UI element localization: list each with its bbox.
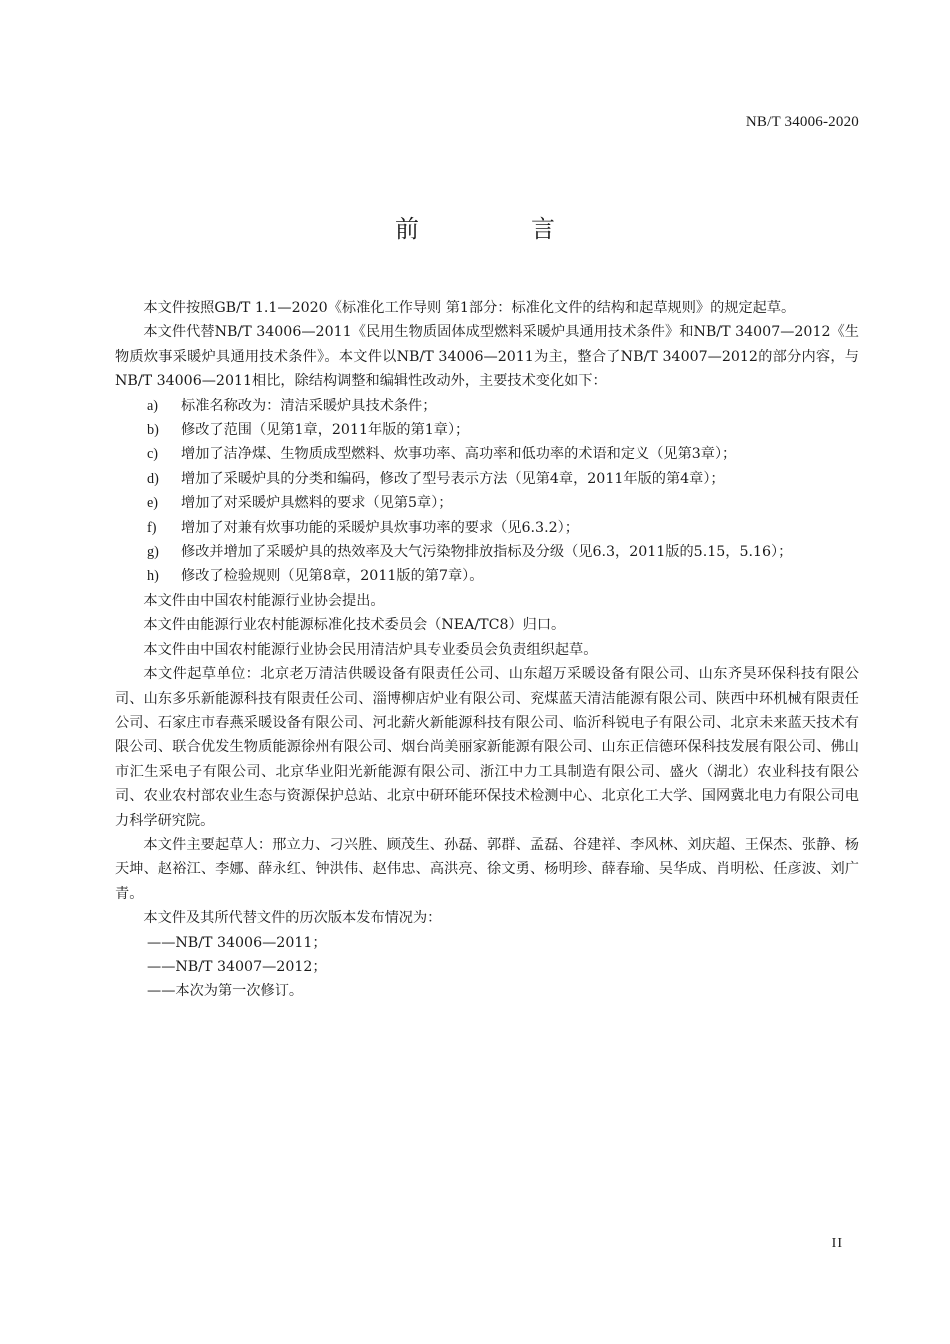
list-marker: g) — [147, 544, 159, 561]
list-item-text: 修改了范围（见第1章，2011年版的第1章）； — [181, 422, 470, 439]
standard-code: NB/T 34006-2020 — [745, 114, 859, 130]
paragraph-proposer: 本文件由中国农村能源行业协会提出。 — [143, 592, 385, 609]
paragraph-organizer: 本文件由中国农村能源行业协会民用清洁炉具专业委员会负责组织起草。 — [143, 641, 598, 658]
list-item-text: 增加了对采暖炉具燃料的要求（见第5章）； — [181, 495, 453, 512]
list-marker: a) — [147, 397, 159, 414]
paragraph-history-intro: 本文件及其所代替文件的历次版本发布情况为： — [143, 910, 442, 927]
list-item — [115, 442, 859, 466]
list-marker: f) — [147, 519, 157, 536]
list-marker: e) — [147, 495, 159, 512]
paragraph-drafting-units: 本文件起草单位：北京老万清洁供暖设备有限责任公司、山东超万采暖设备有限公司、山东齐昊环保科技有限公司、山东多乐新能源科技有限责任公司、淄博柳店炉业有限公司、兖煤蓝天清洁能源有限公司、陕西中环机械有限责任公司、石家庄市春燕采暖设备有限公司、河北薪火新能源科技有限公司、临沂科锐电子有限公司、北京未来蓝天技术有限公司、联合优发生物质能源徐州有限公司、烟台尚美丽家新能源有限公司、山东正信德环保科技发展有限公司、佛山市汇生采电子有限公司、北京华业阳光新能源有限公司、浙江中力工具制造有限公司、盛火（湖北）农业科技有限公司、农业农村部农业生态与资源保护总站、北京中研环能环保技术检测中心、北京化工大学、国网冀北电力有限公司电力科学研究院。 — [115, 666, 859, 829]
paragraph-drafting-rules: 本文件按照GB/T 1.1—2020《标准化工作导则 第1部分：标准化文件的结构和起草规则》的规定起草。 — [143, 300, 796, 316]
list-item-text: 标准名称改为：清洁采暖炉具技术条件； — [181, 397, 437, 414]
list-item — [115, 418, 859, 442]
list-marker: c) — [147, 446, 159, 463]
paragraph-drafters: 本文件主要起草人：邢立力、刁兴胜、顾茂生、孙磊、郭群、孟磊、谷建祥、李风林、刘庆超、王保杰、张静、杨天坤、赵裕江、李娜、薛永红、钟洪伟、赵伟忠、高洪亮、徐文勇、杨明珍、薛春瑜、吴华成、肖明松、任彦波、刘广青。 — [115, 836, 859, 902]
list-item-text: 修改了检验规则（见第8章，2011版的第7章）。 — [181, 568, 484, 585]
history-list — [115, 931, 859, 1004]
list-item-text: 增加了对兼有炊事功能的采暖炉具炊事功率的要求（见6.3.2）； — [181, 519, 579, 536]
list-item — [115, 467, 859, 491]
list-marker: h) — [147, 568, 159, 585]
history-item: ——NB/T 34006—2011； — [147, 934, 327, 951]
list-item-text: 修改并增加了采暖炉具的热效率及大气污染物排放指标及分级（见6.3，2011版的5.15，5.16）； — [181, 544, 793, 561]
paragraph-replacement: 本文件代替NB/T 34006—2011《民用生物质固体成型燃料采暖炉具通用技术条件》和NB/T 34007—2012《生物质炊事采暖炉具通用技术条件》。本文件以NB/T 34006—2011为主，整合了NB/T 34007—2012的部分内容，与NB/T 34006—2011相比，除结构调整和编辑性改动外，主要技术变化如下： — [115, 324, 859, 390]
list-item — [115, 540, 859, 564]
history-item: ——本次为第一次修订。 — [147, 983, 304, 1000]
page-number: II — [831, 1236, 843, 1251]
list-item — [115, 491, 859, 515]
history-item: ——NB/T 34007—2012； — [147, 958, 327, 975]
preface-body — [115, 296, 859, 1004]
page-title: 前 言 — [395, 215, 599, 243]
paragraph-committee: 本文件由能源行业农村能源标准化技术委员会（NEA/TC8）归口。 — [143, 617, 566, 634]
list-marker: b) — [147, 422, 159, 439]
list-item — [115, 564, 859, 588]
list-item-text: 增加了采暖炉具的分类和编码，修改了型号表示方法（见第4章，2011年版的第4章）； — [181, 470, 725, 487]
list-marker: d) — [147, 470, 159, 487]
list-item — [115, 516, 859, 540]
list-item — [115, 394, 859, 418]
changes-list — [115, 394, 859, 589]
list-item-text: 增加了洁净煤、生物质成型燃料、炊事功率、高功率和低功率的术语和定义（见第3章）； — [181, 446, 737, 463]
